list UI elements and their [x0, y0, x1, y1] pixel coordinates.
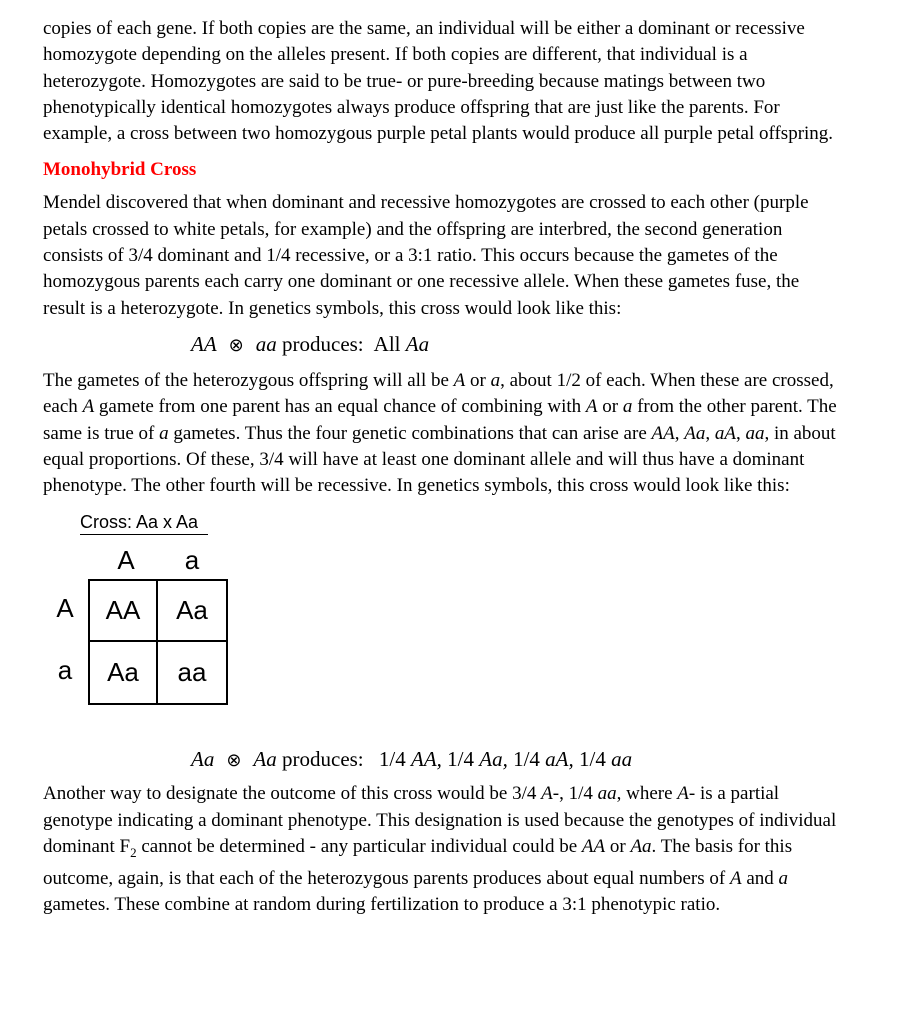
punnett-cell: Aa — [158, 581, 226, 642]
paragraph-partial-genotype: Another way to designate the outcome of this cross would be 3/4 A-, 1/4 aa, where A- is a partial genotype indicating a dominant phenotype. This designation is used because the genotypes of individual dominant $F_2$ cannot be determined - any particular individual could be AA or Aa. The basis for this outcome, again, is that each of the heterozygous parents produces about equal numbers of A and a gametes. These combine at random during fertilization to produce a 3:1 phenotypic ratio. — [43, 783, 837, 916]
paragraph-mendel: Mendel discovered that when dominant and recessive homozygotes are crossed to each other (purple petals crossed to white petals, for example) and the offspring are interbred, the second generation consists of 3/4 dominant and 1/4 recessive, or a 3:1 ratio. This occurs because the gametes of the homozygous parents each carry one dominant or one recessive allele. When these gametes fuse, the result is a heterozygote. In genetics symbols, this cross would look like this: — [43, 192, 809, 319]
cross-operator: ⊗ — [228, 334, 244, 356]
punnett-grid — [88, 579, 228, 705]
formula-result: Aa — [405, 331, 430, 356]
column-header-recessive: a — [184, 545, 200, 576]
formula-produces: produces: — [282, 747, 364, 772]
section-heading: Monohybrid Cross — [43, 159, 197, 181]
column-header-dominant: A — [117, 545, 135, 576]
row-header-recessive: a — [57, 655, 73, 686]
formula-left: AA — [191, 331, 217, 356]
punnett-square — [0, 511, 843, 739]
formula-all: All — [373, 331, 401, 356]
formula-right: aa — [255, 331, 277, 356]
formula-left: Aa — [191, 747, 215, 772]
document-page — [43, 16, 843, 919]
cross-operator: ⊗ — [226, 750, 242, 772]
punnett-cell: Aa — [90, 642, 158, 703]
punnett-cell: AA — [90, 581, 158, 642]
monohybrid-formula — [43, 330, 843, 360]
formula-right: Aa — [253, 747, 277, 772]
paragraph-gametes: The gametes of the heterozygous offspring will all be A or a, about 1/2 of each. When these are crossed, each A gamete from one parent has an equal chance of combining with A or a from the other parent. The same is true of a gametes. Thus the four genetic combinations that can arise are AA, Aa, aA, aa, in about equal proportions. Of these, 3/4 will have at least one dominant allele and will thus have a dominant phenotype. The other fourth will be recessive. In genetics symbols, this cross would look like this: — [43, 369, 837, 497]
paragraph-intro: copies of each gene. If both copies are the same, an individual will be either a dominant or recessive homozygote depending on the alleles present. If both copies are different, that individual is a heterozygote. Homozygotes are said to be true- or pure-breeding because matings between two phenotypically identical homozygotes always produce offspring that are just like the parents. For example, a cross between two homozygous purple petal plants would produce all purple petal offspring. — [43, 18, 834, 145]
formula-produces: produces: — [282, 331, 364, 356]
punnett-cell: aa — [177, 657, 207, 688]
row-header-dominant: A — [56, 593, 74, 624]
f2-formula: Aa ⊗ Aa produces: 1/4 AA, 1/4 Aa, 1/4 aA, 1/4 aa — [43, 745, 843, 775]
cross-title: Cross: Aa x Aa — [80, 511, 208, 535]
